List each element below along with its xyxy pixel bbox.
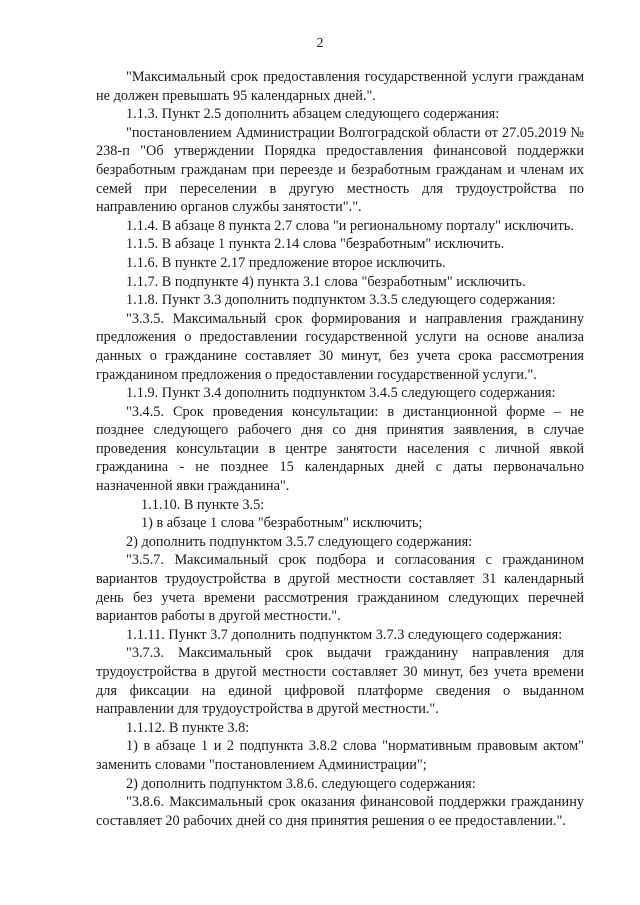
paragraph: "3.7.3. Максимальный срок выдачи гражданину направления для трудоустройства в другой местности составляет 30 минут, без учета времени для фиксации на единой цифровой платформе сведения о выданном направлении для трудоустройства в другой местности.". bbox=[96, 645, 584, 718]
paragraph: 2) дополнить подпунктом 3.5.7 следующего содержания: bbox=[126, 533, 473, 550]
paragraph: 1.1.9. Пункт 3.4 дополнить подпунктом 3.4.5 следующего содержания: bbox=[126, 385, 556, 402]
paragraph: 1.1.6. В пункте 2.17 предложение второе исключить. bbox=[126, 254, 446, 271]
paragraph: 1) в абзаце 1 и 2 подпункта 3.8.2 слова "нормативным правовым актом" заменить словами "постановлением Администрации"; bbox=[96, 738, 584, 773]
page-number: 2 bbox=[316, 36, 324, 51]
paragraph: 1.1.7. В подпункте 4) пункта 3.1 слова "безработным" исключить. bbox=[126, 273, 526, 290]
paragraph: 2) дополнить подпунктом 3.8.6. следующего содержания: bbox=[126, 775, 476, 792]
paragraph: 1.1.4. В абзаце 8 пункта 2.7 слова "и региональному порталу" исключить. bbox=[126, 217, 574, 234]
paragraph: "постановлением Администрации Волгоградской области от 27.05.2019 № 238-п "Об утверждении Порядка предоставления финансовой поддержки безработным гражданам при переезде и безработным гражданам и членам их семей при переселении в другую местность для трудоустройства по направлению органов службы занятости".". bbox=[96, 124, 584, 216]
paragraph: 1.1.5. В абзаце 1 пункта 2.14 слова "безработным" исключить. bbox=[126, 236, 505, 253]
paragraph: "3.4.5. Срок проведения консультации: в дистанционной форме – не позднее следующего рабочего дня со дня принятия заявления, в случае проведения консультации в центре занятости населения с личной явкой гражданина - не позднее 15 календарных дней с даты первоначально назначенной явки гражданина". bbox=[96, 403, 584, 495]
paragraph: 1.1.3. Пункт 2.5 дополнить абзацем следующего содержания: bbox=[126, 106, 500, 123]
document-body bbox=[96, 68, 584, 830]
paragraph: "3.3.5. Максимальный срок формирования и направления гражданину предложения о предоставлении государственной услуги на основе анализа данных о гражданине составляет 30 минут, без учета срока рассмотрения гражданином предложения о предоставлении государственной услуги.". bbox=[96, 310, 584, 383]
paragraph: "3.5.7. Максимальный срок подбора и согласования с гражданином вариантов трудоустройства в другой местности составляет 31 календарный день без учета времени рассмотрения гражданином следующих перечней вариантов работы в другой местности.". bbox=[96, 552, 584, 625]
paragraph: 1.1.10. В пункте 3.5: bbox=[141, 496, 265, 513]
paragraph: "3.8.6. Максимальный срок оказания финансовой поддержки гражданину составляет 20 рабочих дней со дня принятия решения о ее предоставлении.". bbox=[96, 794, 584, 829]
paragraph: "Максимальный срок предоставления государственной услуги гражданам не должен превышать 95 календарных дней.". bbox=[96, 69, 584, 104]
paragraph: 1.1.11. Пункт 3.7 дополнить подпунктом 3.7.3 следующего содержания: bbox=[126, 626, 563, 643]
paragraph: 1.1.8. Пункт 3.3 дополнить подпунктом 3.3.5 следующего содержания: bbox=[126, 292, 556, 309]
paragraph: 1.1.12. В пункте 3.8: bbox=[126, 719, 250, 736]
paragraph: 1) в абзаце 1 слова "безработным" исключить; bbox=[141, 515, 423, 532]
